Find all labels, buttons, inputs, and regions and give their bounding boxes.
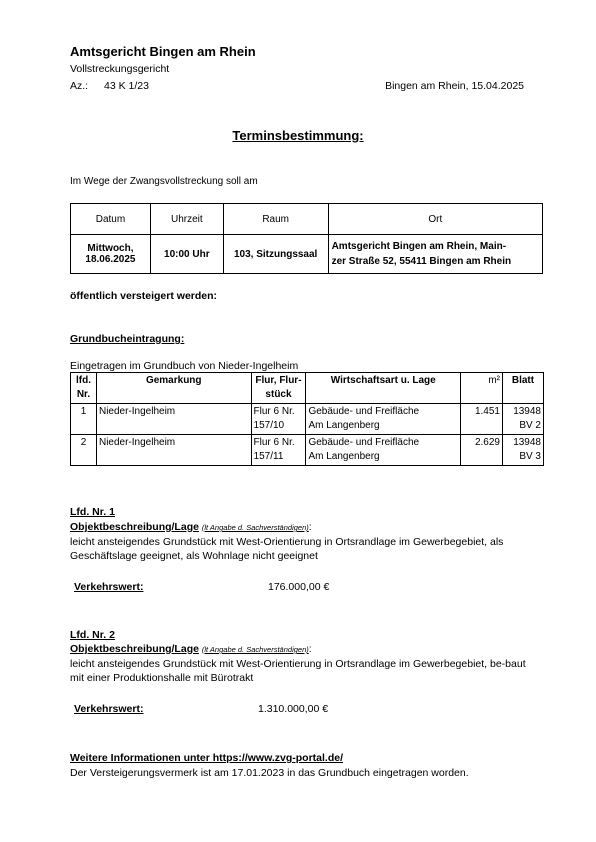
header-location: Ort <box>328 204 542 235</box>
header-blatt: Blatt <box>503 373 544 404</box>
header-room: Raum <box>223 204 328 235</box>
auction-location: Amtsgericht Bingen am Rhein, Main- zer Straße 52, 55411 Bingen am Rhein <box>328 235 542 274</box>
row-nr: 2 <box>71 435 97 466</box>
place-date: Bingen am Rhein, 15.04.2025 <box>385 80 524 92</box>
row-gemarkung: Nieder-Ingelheim <box>96 435 251 466</box>
object-2-heading: Lfd. Nr. 2 <box>70 629 115 641</box>
header-date: Datum <box>71 204 151 235</box>
schedule-header-row <box>71 204 543 235</box>
schedule-row <box>71 235 543 274</box>
land-header-row <box>71 373 544 404</box>
object-1-description: leicht ansteigendes Grundstück mit West-Orientierung in Ortsrandlage im Gewerbegebiet, als Geschäftslage geeignet, als Wohnlage nicht geeignet <box>70 536 504 562</box>
header-time: Uhrzeit <box>150 204 223 235</box>
row-wirtschaftsart: Gebäude- und Freifläche Am Langenberg <box>306 404 461 435</box>
header-wirtschaftsart: Wirtschaftsart u. Lage <box>306 373 461 404</box>
object-1-value: 176.000,00 € <box>268 581 330 593</box>
more-info-link[interactable]: Weitere Informationen unter https://www.zvg-portal.de/ <box>70 752 344 764</box>
row-nr: 1 <box>71 404 97 435</box>
case-number-label: Az.: <box>70 80 89 92</box>
land-register-heading: Grundbucheintragung: <box>70 333 185 345</box>
auction-date: Mittwoch, 18.06.2025 <box>71 235 151 274</box>
case-number: 43 K 1/23 <box>104 80 149 92</box>
object-2-description: leicht ansteigendes Grundstück mit West-Orientierung in Ortsrandlage im Gewerbegebiet, be-baut mit einer Produktionshalle mit Bürotrakt <box>70 658 526 684</box>
land-register-table <box>70 372 544 466</box>
header-gemarkung: Gemarkung <box>96 373 251 404</box>
intro-text: Im Wege der Zwangsvollstreckung soll am <box>70 176 258 187</box>
land-register-intro: Eingetragen im Grundbuch von Nieder-Ingelheim <box>70 360 299 372</box>
object-1-heading: Lfd. Nr. 1 <box>70 506 115 518</box>
object-2-desc-label: Objektbeschreibung/Lage (lt Angabe d. Sachverständigen): <box>70 643 312 655</box>
row-area: 2.629 <box>461 435 503 466</box>
row-wirtschaftsart: Gebäude- und Freifläche Am Langenberg <box>306 435 461 466</box>
object-1-desc-label: Objektbeschreibung/Lage (lt Angabe d. Sachverständigen): <box>70 521 312 533</box>
header-lfd-nr: lfd. Nr. <box>71 373 97 404</box>
schedule-table <box>70 203 543 274</box>
row-blatt: 13948 BV 3 <box>503 435 544 466</box>
row-flur: Flur 6 Nr. 157/11 <box>251 435 306 466</box>
row-blatt: 13948 BV 2 <box>503 404 544 435</box>
auction-note: öffentlich versteigert werden: <box>70 290 218 302</box>
header-flur: Flur, Flur- stück <box>251 373 306 404</box>
object-2-value-label: Verkehrswert: <box>74 703 144 715</box>
object-2-value: 1.310.000,00 € <box>258 703 329 715</box>
header-area: m² <box>461 373 503 404</box>
row-gemarkung: Nieder-Ingelheim <box>96 404 251 435</box>
document-title: Terminsbestimmung: <box>232 128 364 143</box>
row-area: 1.451 <box>461 404 503 435</box>
auction-time: 10:00 Uhr <box>150 235 223 274</box>
object-1-value-label: Verkehrswert: <box>74 581 144 593</box>
table-row <box>71 435 544 466</box>
court-name: Amtsgericht Bingen am Rhein <box>70 44 256 59</box>
registration-note: Der Versteigerungsvermerk ist am 17.01.2023 in das Grundbuch eingetragen worden. <box>70 767 469 779</box>
auction-room: 103, Sitzungssaal <box>223 235 328 274</box>
row-flur: Flur 6 Nr. 157/10 <box>251 404 306 435</box>
table-row <box>71 404 544 435</box>
court-department: Vollstreckungsgericht <box>70 63 170 75</box>
